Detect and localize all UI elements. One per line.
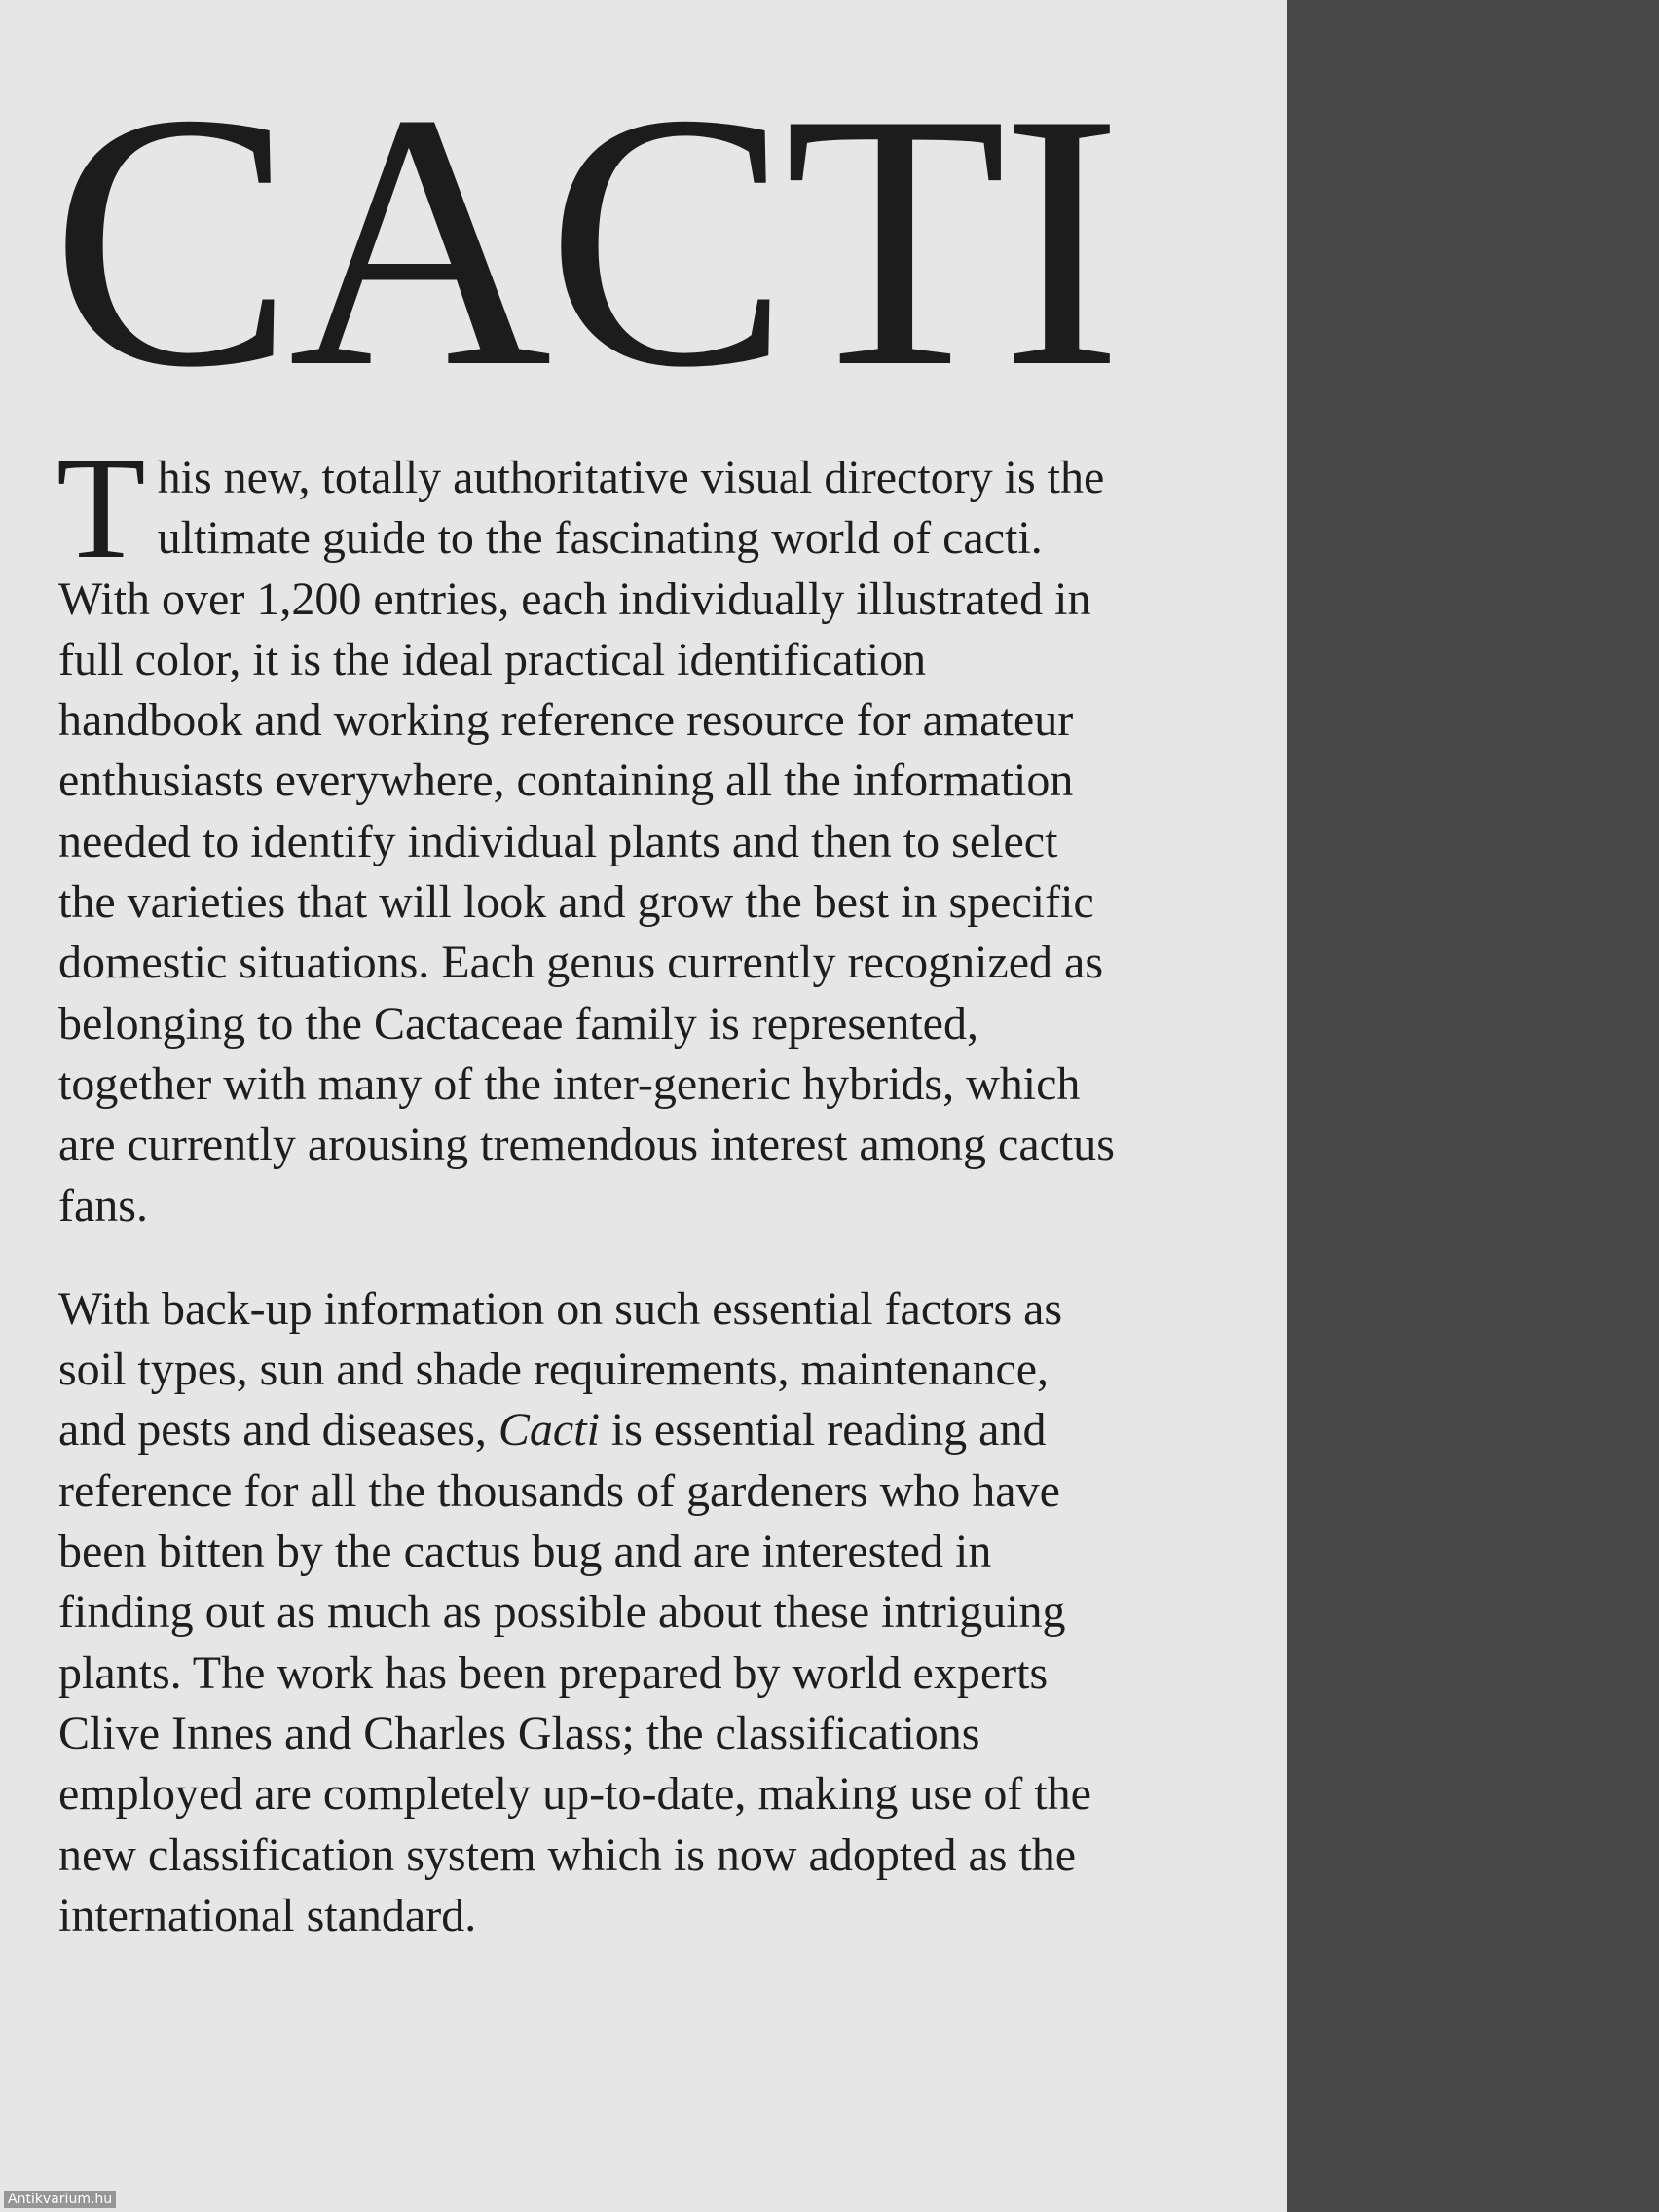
blurb-text <box>56 427 1120 1946</box>
book-title: CACTI <box>51 39 1117 443</box>
dark-spine-band <box>1287 0 1659 2212</box>
blurb-paragraph-2 <box>58 1279 1120 1946</box>
watermark-label: Antikvarium.hu <box>4 2191 116 2208</box>
paragraph-2-text-after: is essential reading and reference for all the thousands of gardeners who have been bitten by the cactus bug and are interested in finding out as much as possible about these intriguing plants. The work has been prepared by world experts Clive Innes and Charles Glass; the classifications employed are completely up-to-date, making use of the new classification system which is now adopted as the international standard. <box>58 1404 1091 1941</box>
drop-cap: T <box>56 427 146 589</box>
blurb-paragraph-1 <box>56 427 1120 1236</box>
paragraph-1-text: his new, totally authoritative visual directory is the ultimate guide to the fascinating world of cacti. With over 1,200 entries, each individually illustrated in full color, it is the ideal practical identification handbook and working reference resource for amateur enthusiasts everywhere, containing all the information needed to identify individual plants and then to select the varieties that will look and grow the best in specific domestic situations. Each genus currently recognized as belonging to the Cactaceae family is represented, together with many of the inter-generic hybrids, which are currently arousing tremendous interest among cactus fans. <box>58 452 1115 1232</box>
paragraph-2-italic-title: Cacti <box>498 1404 600 1456</box>
paragraph-2-text-before: With back-up information on such essential factors as soil types, sun and shade requirements, maintenance, and pests and diseases, <box>58 1282 1063 1456</box>
